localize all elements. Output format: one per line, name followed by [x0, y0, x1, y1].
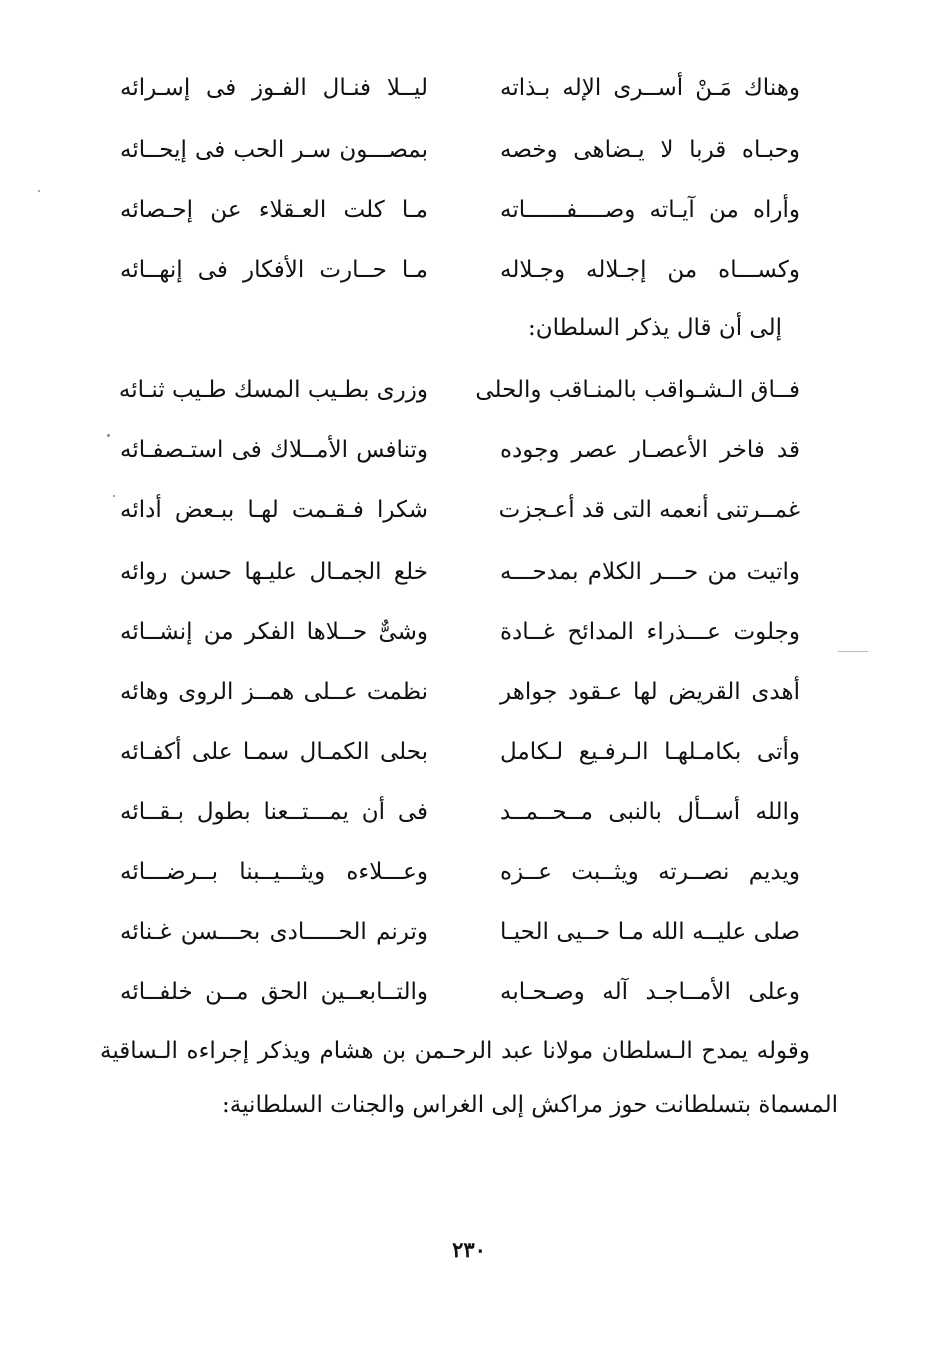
verse-first-hemistich: غمــرتنى أنعمه التى قد أعـجزت: [498, 497, 800, 523]
verse-row: [0, 912, 938, 952]
verse-row: [0, 190, 938, 230]
prose-line: وقوله يمدح الـسلطان مولانا عبد الرحـمن بن هشام ويذكر إجراءه الـساقية: [100, 1038, 810, 1064]
verse-second-hemistich: وعـــلاءه ويثـــيــبنا بــرضـــائه: [120, 859, 428, 885]
verse-first-hemistich: وأتى بكامـلهـا الـرفـيع لـكامل: [500, 739, 800, 765]
verse-second-hemistich: مـا حــارت الأفكار فى إنهــائه: [120, 257, 428, 283]
verse-first-hemistich: فــاق الـشـواقب بالمنـاقب والحلى: [475, 377, 800, 403]
verse-second-hemistich: وشىٌّ حــلاها الفكر من إنشــائه: [120, 619, 428, 645]
verse-second-hemistich: خلع الجمـال عليـها حسن روائه: [120, 559, 428, 585]
verse-second-hemistich: بمصـــون سـر الحب فى إيحــائه: [120, 137, 428, 163]
verse-first-hemistich: وهناك مَـنْ أســرى الإله بـذاته: [500, 75, 800, 101]
verse-second-hemistich: نظمت عــلى همــز الروى وهائه: [120, 679, 428, 705]
verse-second-hemistich: فى أن يمـــتــعنا بطول بـقــائه: [120, 799, 428, 825]
verse-row: [0, 370, 938, 410]
verse-second-hemistich: وترنم الحـــــادى بحـــسن غـنائه: [120, 919, 428, 945]
scan-speck: [107, 434, 110, 437]
transition-line: إلى أن قال يذكر السلطان:: [528, 315, 782, 341]
verse-first-hemistich: أهدى القريض لها عـقود جواهر: [500, 679, 800, 705]
verse-second-hemistich: ليــلا فنـال الفـوز فى إسـرائه: [120, 75, 428, 101]
verse-first-hemistich: وعلى الأمــاجـد آله وصـحـابه: [500, 979, 800, 1005]
verse-first-hemistich: ويديم نصــرته ويثــبت عــزه: [500, 859, 800, 885]
verse-second-hemistich: والتــابعــين الحق مــن خلفــائه: [120, 979, 428, 1005]
verse-row: [0, 552, 938, 592]
verse-row: [0, 732, 938, 772]
verse-row: [0, 490, 938, 530]
verse-row: [0, 972, 938, 1012]
verse-first-hemistich: وأراه من آيـاته وصــــفــــــاته: [500, 197, 800, 223]
verse-second-hemistich: شكرا فـقـمت لهـا ببـعض أدائه: [120, 497, 428, 523]
verse-row: [0, 672, 938, 712]
verse-second-hemistich: بحلى الكمـال سمـا على أكفـائه: [120, 739, 428, 765]
verse-second-hemistich: مـا كلت العـقلاء عن إحـصائه: [120, 197, 428, 223]
verse-second-hemistich: وزرى بطـيب المسك طـيب ثنـائه: [118, 377, 428, 403]
page-number: ٢٣٠: [452, 1237, 486, 1262]
verse-first-hemistich: وكســـاه من إجـلاله وجـلاله: [500, 257, 800, 283]
scan-speck: [113, 495, 115, 497]
verse-row: [0, 68, 938, 108]
verse-first-hemistich: والله أســأل بالنبى مــحــمــد: [500, 799, 800, 825]
verse-row: [0, 852, 938, 892]
verse-row: [0, 430, 938, 470]
scan-speck: [38, 190, 40, 192]
verse-first-hemistich: وجلوت عـــذراء المدائح غــادة: [500, 619, 800, 645]
verse-first-hemistich: واتيت من حـــر الكلام بمدحـــه: [500, 559, 800, 585]
scan-speck: [838, 651, 868, 652]
verse-row: [0, 792, 938, 832]
verse-first-hemistich: وحبـاه قربا لا يـضاهى وخصه: [500, 137, 800, 163]
verse-first-hemistich: صلى عليــه الله مـا حــيى الحيـا: [500, 919, 800, 945]
prose-line: المسماة بتسلطانت حوز مراكش إلى الغراس والجنات السلطانية:: [222, 1092, 838, 1118]
verse-first-hemistich: قد فاخر الأعصـار عصر وجوده: [500, 437, 800, 463]
verse-row: [0, 612, 938, 652]
verse-row: [0, 250, 938, 290]
verse-second-hemistich: وتنافس الأمــلاك فى استـصفـائه: [120, 437, 428, 463]
verse-row: [0, 130, 938, 170]
